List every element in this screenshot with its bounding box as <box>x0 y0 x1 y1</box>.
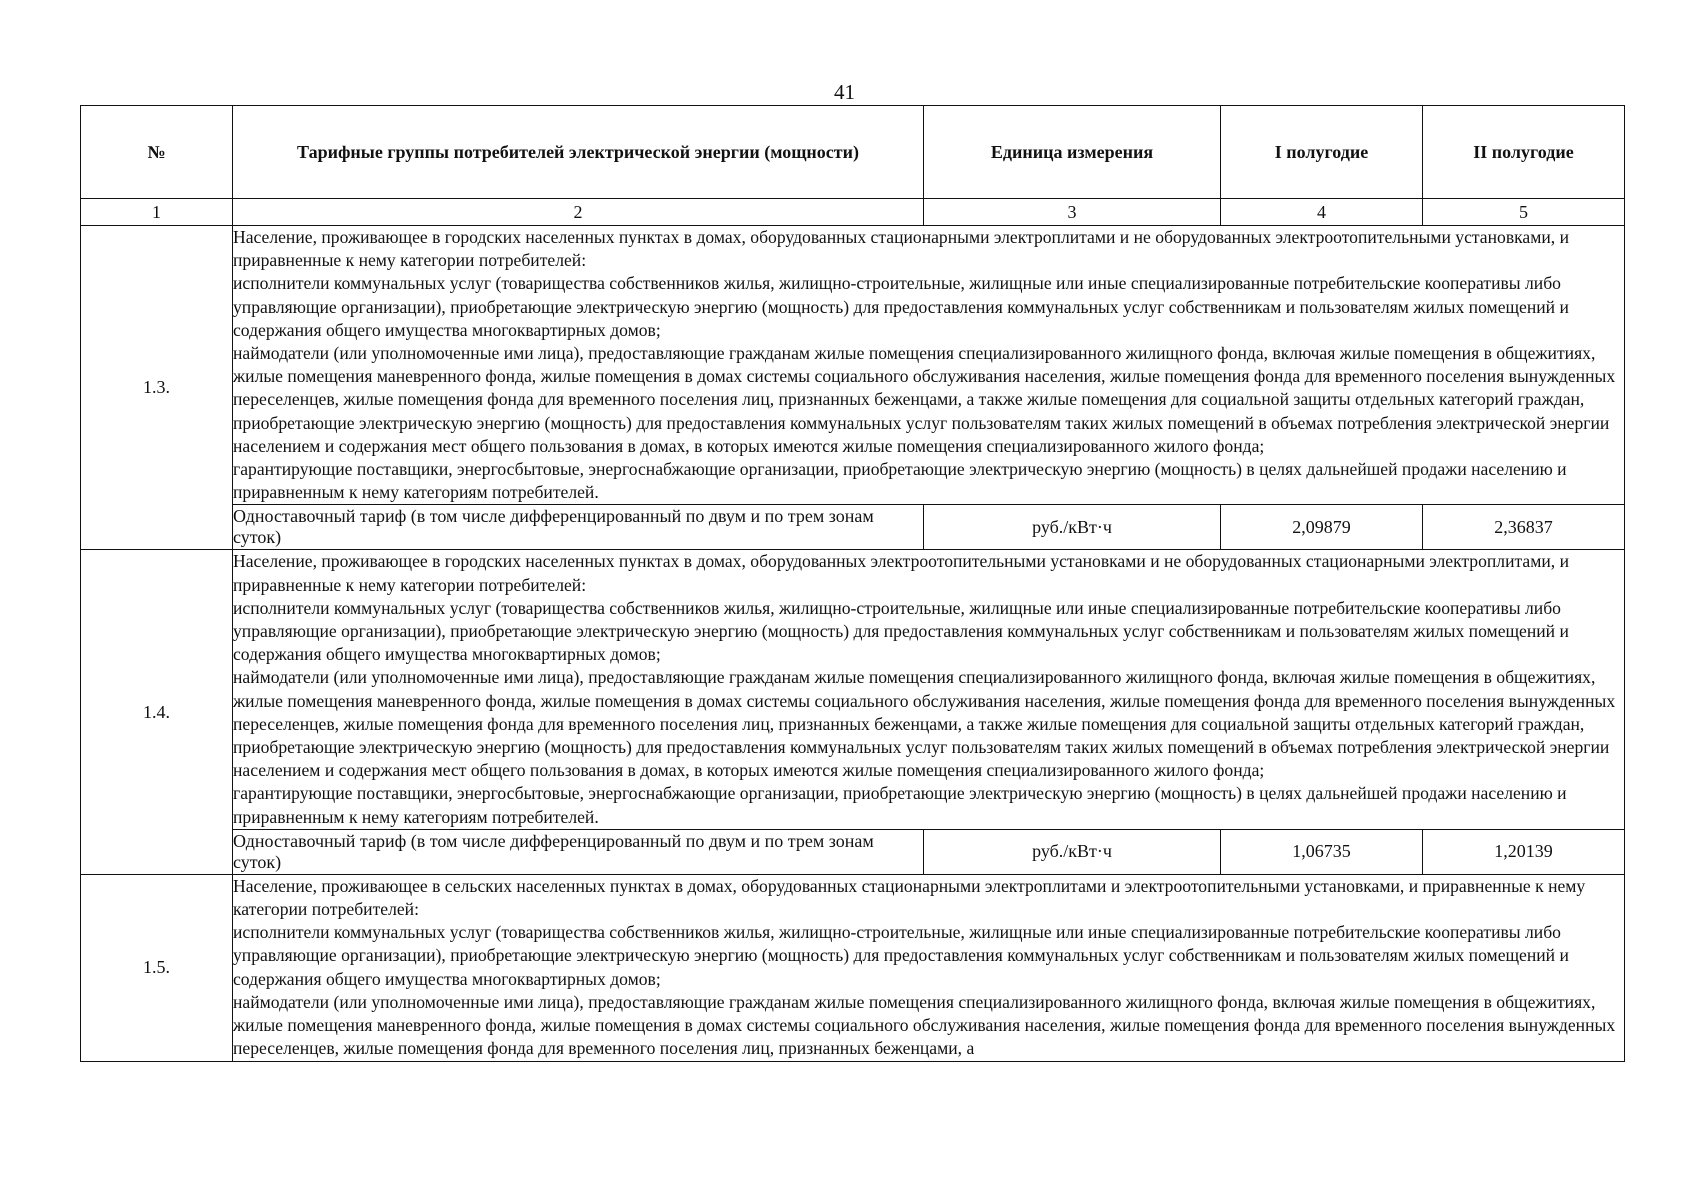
tariff-row <box>81 505 1625 550</box>
page-number: 41 <box>834 80 855 104</box>
second-half-value: 2,36837 <box>1423 505 1625 550</box>
row-number: 1.5. <box>81 874 233 1061</box>
row-description <box>233 226 1625 505</box>
tariff-table <box>80 105 1625 1062</box>
tariff-row <box>81 829 1625 874</box>
row-description <box>233 550 1625 829</box>
header-unit: Единица измерения <box>924 106 1221 199</box>
column-number-row <box>81 199 1625 226</box>
description-paragraph: наймодатели (или уполномоченные ими лица), предоставляющие гражданам жилые помещения специализированного жилищного фонда, включая жилые помещения в общежитиях, жилые помещения маневренного фонда, жилые помещения в домах системы социального обслуживания населения, жилые помещения фонда для временного поселения вынужденных переселенцев, жилые помещения фонда для временного поселения лиц, признанных беженцами, а также жилые помещения для социальной защиты отдельных категорий граждан, приобретающие электрическую энергию (мощность) для предоставления коммунальных услуг пользователям таких жилых помещений в объемах потребления электрической энергии населением и содержания мест общего пользования в домах, в которых имеются жилые помещения специализированного жилого фонда; <box>233 667 1616 781</box>
first-half-value: 2,09879 <box>1221 505 1423 550</box>
header-tariff-groups: Тарифные группы потребителей электрической энергии (мощности) <box>233 106 924 199</box>
table-header-row <box>81 106 1625 199</box>
column-number: 5 <box>1423 199 1625 226</box>
header-number: № <box>81 106 233 199</box>
description-paragraph: исполнители коммунальных услуг (товарищества собственников жилья, жилищно-строительные, жилищные или иные специализированные потребительские кооперативы либо управляющие организации), приобретающие электрическую энергию (мощность) для предоставления коммунальных услуг собственникам и пользователям жилых помещений и содержания общего имущества многоквартирных домов; <box>233 273 1569 340</box>
tariff-name: Одноставочный тариф (в том числе дифференцированный по двум и по трем зонам суток) <box>233 505 924 550</box>
unit-cell: руб./кВт·ч <box>924 829 1221 874</box>
description-paragraph: исполнители коммунальных услуг (товарищества собственников жилья, жилищно-строительные, жилищные или иные специализированные потребительские кооперативы либо управляющие организации), приобретающие электрическую энергию (мощность) для предоставления коммунальных услуг собственникам и пользователям жилых помещений и содержания общего имущества многоквартирных домов; <box>233 597 1569 665</box>
description-paragraph: Население, проживающее в сельских населенных пунктах в домах, оборудованных стационарными электроплитами и электроотопительными установками, и приравненные к нему категории потребителей: <box>233 875 1586 920</box>
row-description <box>233 874 1625 1061</box>
second-half-value: 1,20139 <box>1423 829 1625 874</box>
description-paragraph: Население, проживающее в городских населенных пунктах в домах, оборудованных стационарными электроплитами и не оборудованных электроотопительными установками, и приравненные к нему категории потребителей: <box>233 227 1569 271</box>
header-first-half: I полугодие <box>1221 106 1423 199</box>
description-paragraph: Население, проживающее в городских населенных пунктах в домах, оборудованных электроотопительными установками и не оборудованных стационарными электроплитами, и приравненные к нему категории потребителей: <box>233 551 1569 595</box>
header-second-half: II полугодие <box>1423 106 1625 199</box>
first-half-value: 1,06735 <box>1221 829 1423 874</box>
column-number: 3 <box>924 199 1221 226</box>
description-paragraph: гарантирующие поставщики, энергосбытовые, энергоснабжающие организации, приобретающие электрическую энергию (мощность) в целях дальнейшей продажи населению и приравненным к нему категориям потребителей. <box>233 459 1567 503</box>
row-number: 1.4. <box>81 550 233 874</box>
table-row <box>81 874 1625 1061</box>
table-row <box>81 550 1625 829</box>
column-number: 2 <box>233 199 924 226</box>
tariff-name: Одноставочный тариф (в том числе дифференцированный по двум и по трем зонам суток) <box>233 829 924 874</box>
row-number: 1.3. <box>81 226 233 550</box>
column-number: 4 <box>1221 199 1423 226</box>
description-paragraph: исполнители коммунальных услуг (товарищества собственников жилья, жилищно-строительные, жилищные или иные специализированные потребительские кооперативы либо управляющие организации), приобретающие электрическую энергию (мощность) для предоставления коммунальных услуг собственникам и пользователям жилых помещений и содержания общего имущества многоквартирных домов; <box>233 922 1569 989</box>
description-paragraph: наймодатели (или уполномоченные ими лица), предоставляющие гражданам жилые помещения специализированного жилищного фонда, включая жилые помещения в общежитиях, жилые помещения маневренного фонда, жилые помещения в домах системы социального обслуживания населения, жилые помещения фонда для временного поселения вынужденных переселенцев, жилые помещения фонда для временного поселения лиц, признанных беженцами, а также жилые помещения для социальной защиты отдельных категорий граждан, приобретающие электрическую энергию (мощность) для предоставления коммунальных услуг пользователям таких жилых помещений в объемах потребления электрической энергии населением и содержания мест общего пользования в домах, в которых имеются жилые помещения специализированного жилого фонда; <box>233 343 1616 456</box>
description-paragraph: гарантирующие поставщики, энергосбытовые, энергоснабжающие организации, приобретающие электрическую энергию (мощность) в целях дальнейшей продажи населению и приравненным к нему категориям потребителей. <box>233 783 1567 827</box>
unit-cell: руб./кВт·ч <box>924 505 1221 550</box>
column-number: 1 <box>81 199 233 226</box>
description-paragraph: наймодатели (или уполномоченные ими лица), предоставляющие гражданам жилые помещения специализированного жилищного фонда, включая жилые помещения в общежитиях, жилые помещения маневренного фонда, жилые помещения в домах системы социального обслуживания населения, жилые помещения фонда для временного поселения вынужденных переселенцев, жилые помещения фонда для временного поселения лиц, признанных беженцами, а <box>233 991 1616 1059</box>
table-row <box>81 226 1625 505</box>
